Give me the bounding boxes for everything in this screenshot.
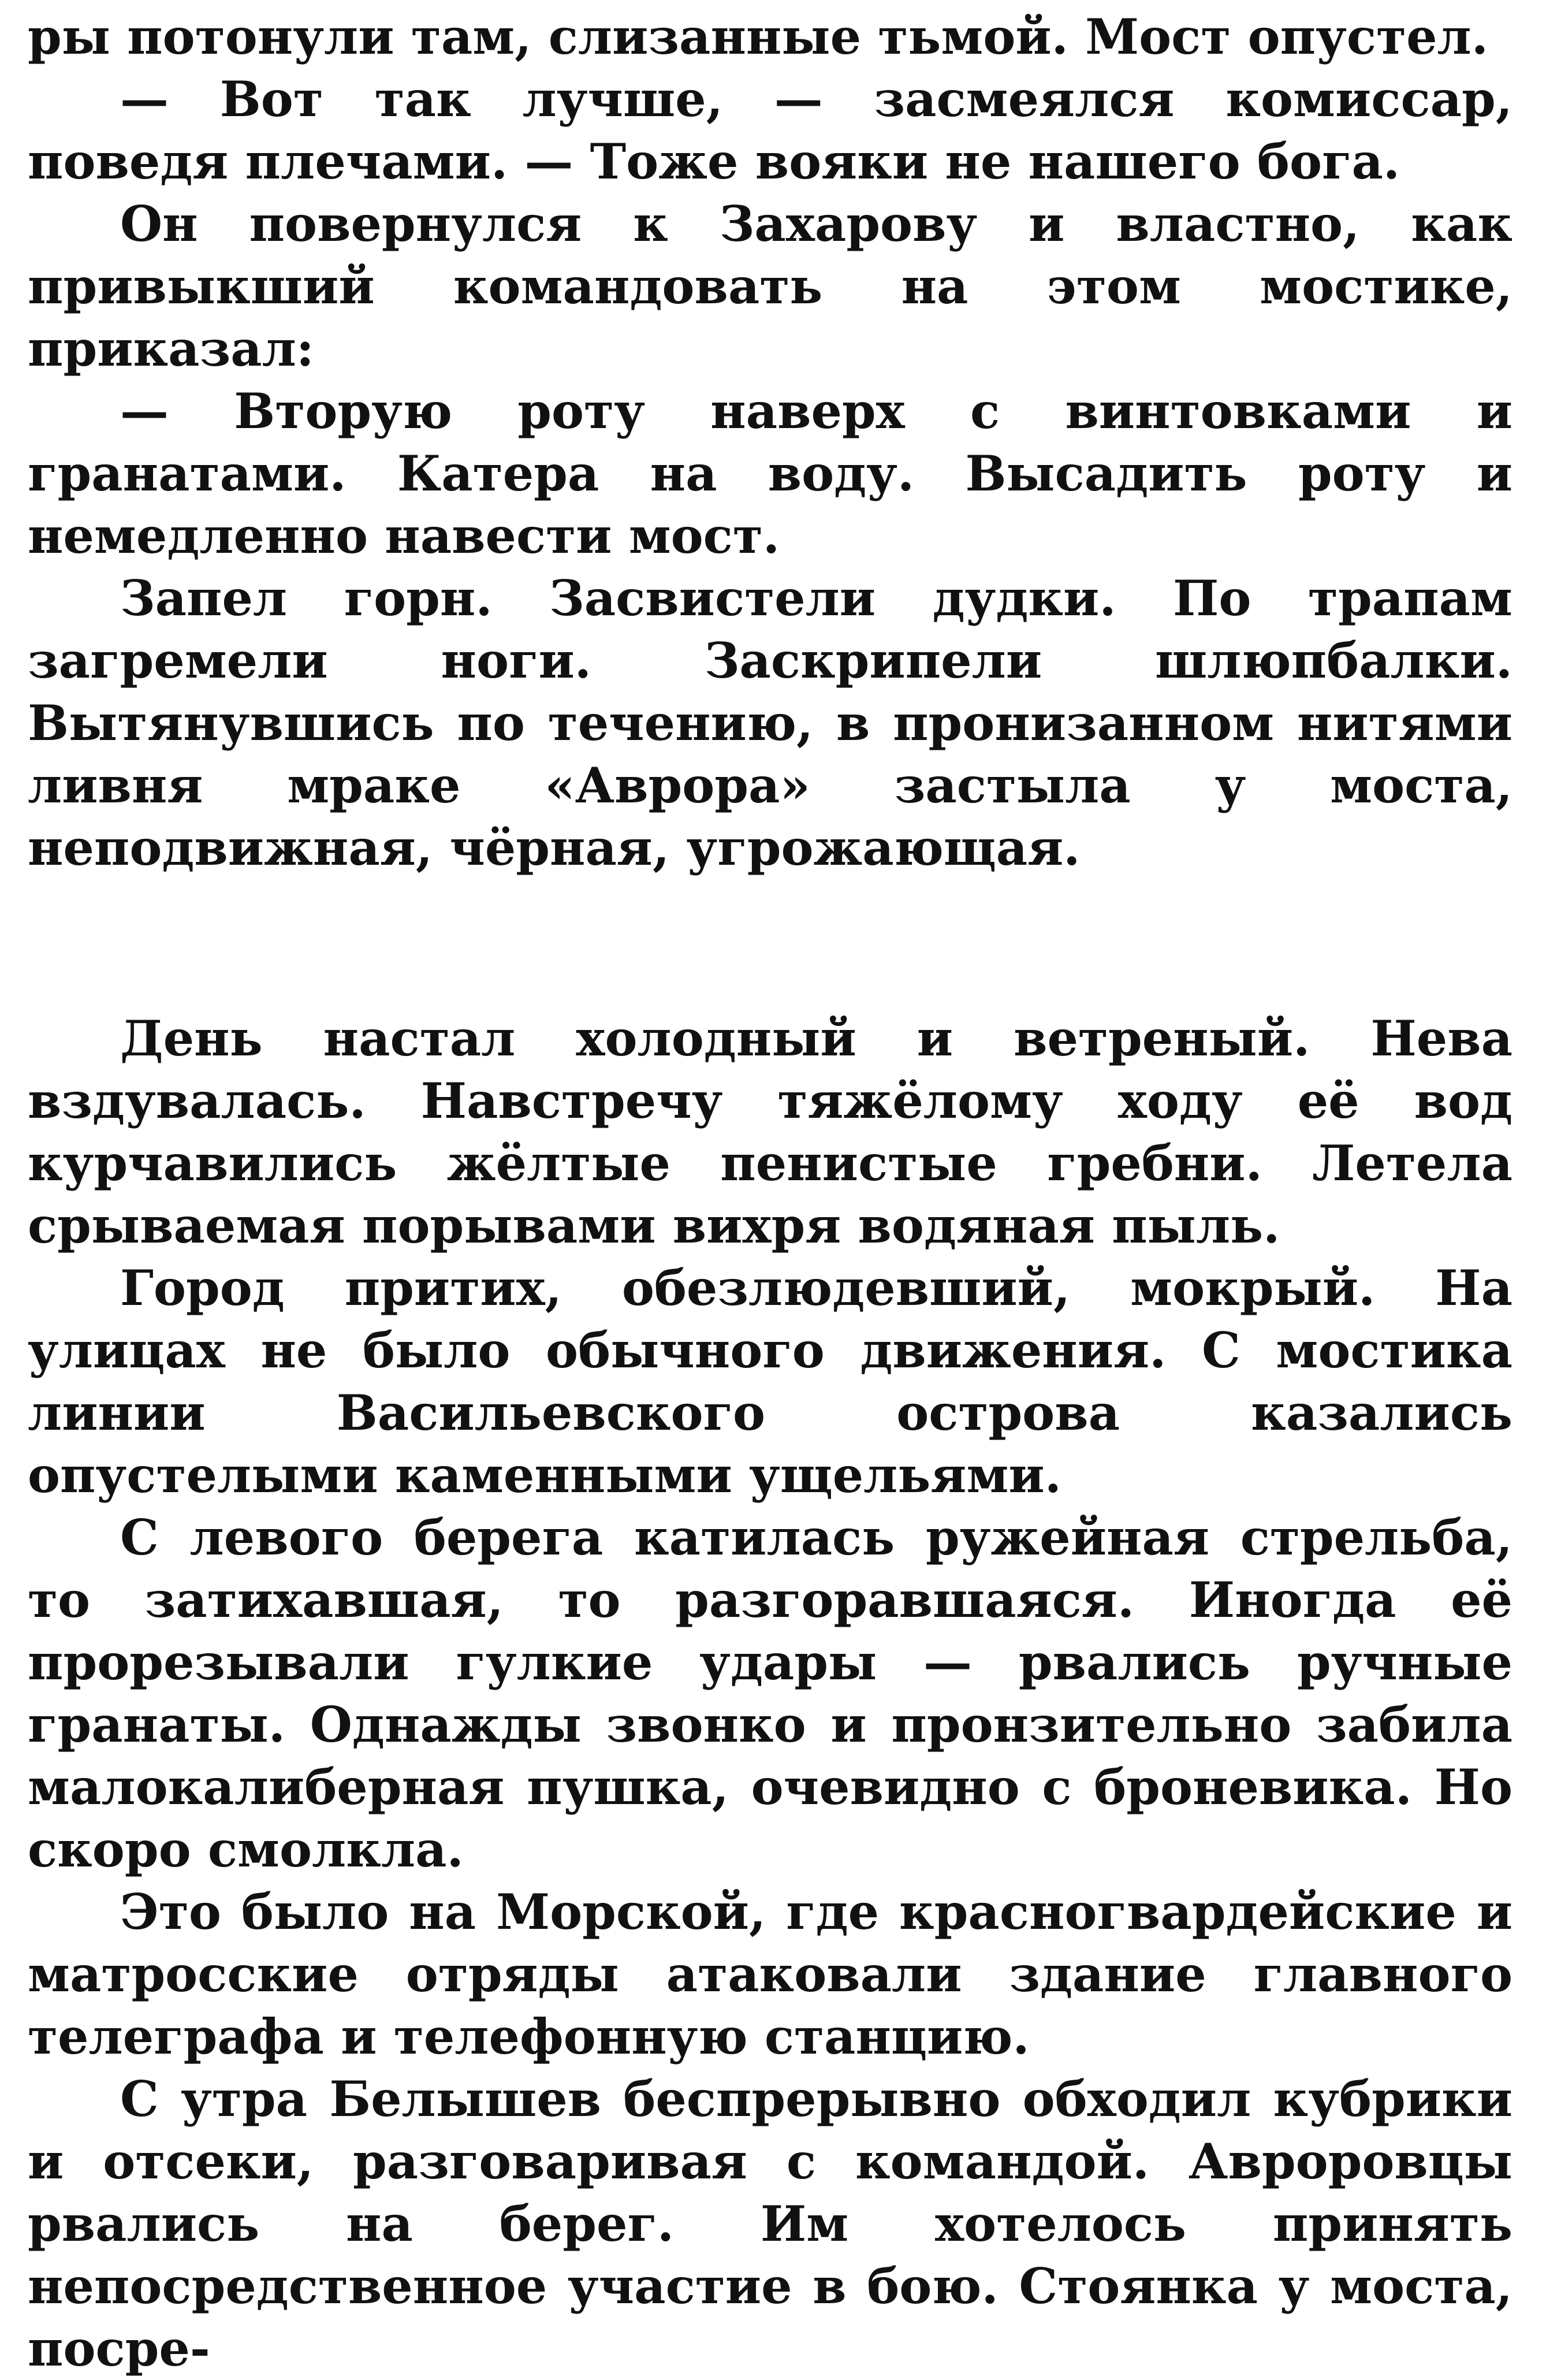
paragraph: Город притих, обезлюдевший, мокрый. На улицах не было обычного движения. С мостика линии Васильевского острова казались опустелыми каменными ущельями. [28,1259,1513,1504]
paragraph: С утра Белышев беспрерывно обходил кубрики и отсеки, разговаривая с командой. Авроровцы рвались на берег. Им хотелось принять непосредственное участие в бою. Стоянка у моста, посре- [28,2070,1513,2377]
paragraph: — Вот так лучше, — засмеялся комиссар, поведя плечами. — Тоже вояки не нашего бога. [28,70,1513,190]
text-section-2 [28,1007,1513,2380]
paragraph: Это было на Морской, где красногвардейские и матросские отряды атаковали здание главного телеграфа и телефонную станцию. [28,1883,1513,2065]
paragraph: День настал холодный и ветреный. Нева вздувалась. Навстречу тяжёлому ходу её вод курчавились жёлтые пенистые гребни. Летела срываемая порывами вихря водяная пыль. [28,1010,1513,1254]
paragraph: Он повернулся к Захарову и властно, как привыкший командовать на этом мостике, приказал: [28,195,1513,377]
paragraph-continuation: ры потонули там, слизанные тьмой. Мост опустел. [28,8,1488,65]
paragraph: С левого берега катилась ружейная стрельба, то затихавшая, то разгоравшаяся. Иногда её прорезывали гулкие удары — рвались ручные гранаты. Однажды звонко и пронзительно забила малокалиберная пушка, очевидно с броневика. Но скоро смолкла. [28,1509,1513,1878]
text-section-1 [28,6,1513,879]
paragraph: Запел горн. Засвистели дудки. По трапам загремели ноги. Заскрипели шлюпбалки. Вытянувшись по течению, в пронизанном нитями ливня мраке «Аврора» застыла у моста, неподвижная, чёрная, угрожающая. [28,570,1513,876]
paragraph: — Вторую роту наверх с винтовками и гранатами. Катера на воду. Высадить роту и немедленно навести мост. [28,382,1513,564]
section-break [28,879,1513,1007]
